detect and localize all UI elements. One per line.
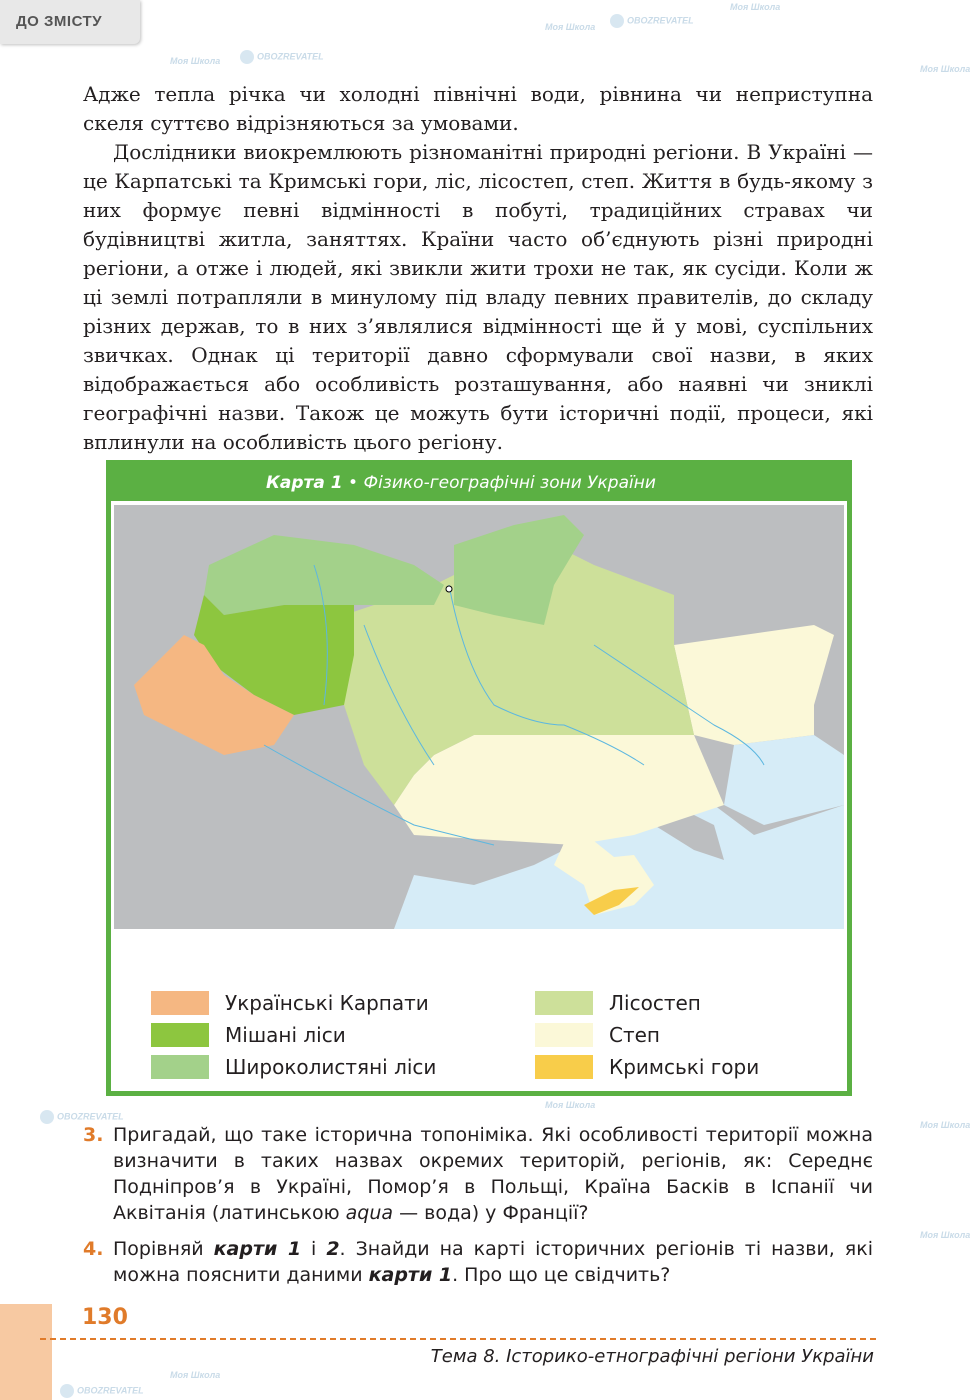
legend-label: Степ <box>609 1023 660 1047</box>
map-figure <box>106 460 852 1096</box>
watermark: Моя Школа <box>545 1100 596 1110</box>
zone-steppe-east <box>674 625 834 745</box>
watermark: Моя Школа <box>170 56 221 66</box>
legend-label: Лісостеп <box>609 991 701 1015</box>
legend-swatch <box>535 1023 593 1047</box>
task-text: Порівняй карти 1 і 2. Знайди на карті історичних регіонів ті назви, які можна пояснити даними карти 1. Про що це свідчить? <box>113 1238 873 1286</box>
table-of-contents-button[interactable]: ДО ЗМІСТУ <box>0 0 140 44</box>
task-text: Пригадай, що таке історична топоніміка. Які особливості території можна визначити в таких назвах окремих територій, регіонів, як: Середнє Подніпров’я в Україні, Помор’я в Польщі, Країна Басків в Іспанії чи Аквітанія (латинською aqua — вода) у Франції? <box>113 1124 873 1224</box>
watermark-logo-icon <box>240 50 254 64</box>
watermark: OBOZREVATEL <box>240 50 324 64</box>
task-number: 4. <box>83 1238 104 1260</box>
footer-topic: Тема 8. Історико-етнографічні регіони України <box>430 1346 874 1367</box>
city-marker <box>446 586 452 592</box>
map-title-separator: • <box>342 473 364 493</box>
ukraine-zones-map <box>114 505 844 929</box>
page-number: 130 <box>82 1305 128 1330</box>
task-3 <box>83 1122 873 1226</box>
legend-label: Кримські гори <box>609 1055 760 1079</box>
page-corner-tab <box>0 1304 52 1400</box>
legend-label: Широколистяні ліси <box>225 1055 437 1079</box>
footer-divider <box>40 1338 876 1340</box>
map-title-number: Карта 1 <box>266 473 343 493</box>
legend-swatch <box>151 991 209 1015</box>
watermark: Моя Школа <box>920 1230 970 1240</box>
watermark: Моя Школа <box>170 1370 221 1380</box>
watermark: Моя Школа <box>920 1120 970 1130</box>
legend-swatch <box>151 1055 209 1079</box>
watermark: Моя Школа <box>730 2 781 12</box>
paragraph-1: Адже тепла річка чи холодні північні води, рівнина чи неприступна скеля суттєво відрізняються за умовами. <box>83 82 873 135</box>
map-title-text: Фізико-географічні зони України <box>363 473 656 493</box>
legend-swatch <box>151 1023 209 1047</box>
watermark: OBOZREVATEL <box>610 14 694 28</box>
legend-label: Українські Карпати <box>225 991 429 1015</box>
watermark: Моя Школа <box>545 22 596 32</box>
legend-swatch <box>535 991 593 1015</box>
map-title <box>111 465 847 501</box>
watermark-logo-icon <box>40 1110 54 1124</box>
task-number: 3. <box>83 1124 104 1146</box>
legend-label: Мішані ліси <box>225 1023 346 1047</box>
paragraph-2: Дослідники виокремлюють різноманітні природні регіони. В Україні — це Карпатські та Кримські гори, ліс, лісостеп, степ. Життя в будь-якому з них формує певні відмінності в побуті, традиційних стравах чи будівництві житла, заняттях. Країни часто об’єднують різні природні регіони, а отже і людей, які звикли жити трохи не так, як сусіди. Коли ж ці землі потрапляли в минулому під владу певних правителів, до складу різних держав, то в них з’являлися відмінності ще й у мові, суспільних звичках. Однак ці території давно сформували свої назви, в яких відображається або особливість розташування, або наявні чи зниклі географічні назви. Також це можуть бути історичні події, процеси, які вплинули на особливість цього регіону. <box>83 140 873 454</box>
watermark-logo-icon <box>60 1384 74 1398</box>
watermark: OBOZREVATEL <box>60 1384 144 1398</box>
watermark: Моя Школа <box>920 64 970 74</box>
watermark: OBOZREVATEL <box>40 1110 124 1124</box>
watermark-logo-icon <box>610 14 624 28</box>
legend-swatch <box>535 1055 593 1079</box>
task-4 <box>83 1236 873 1288</box>
